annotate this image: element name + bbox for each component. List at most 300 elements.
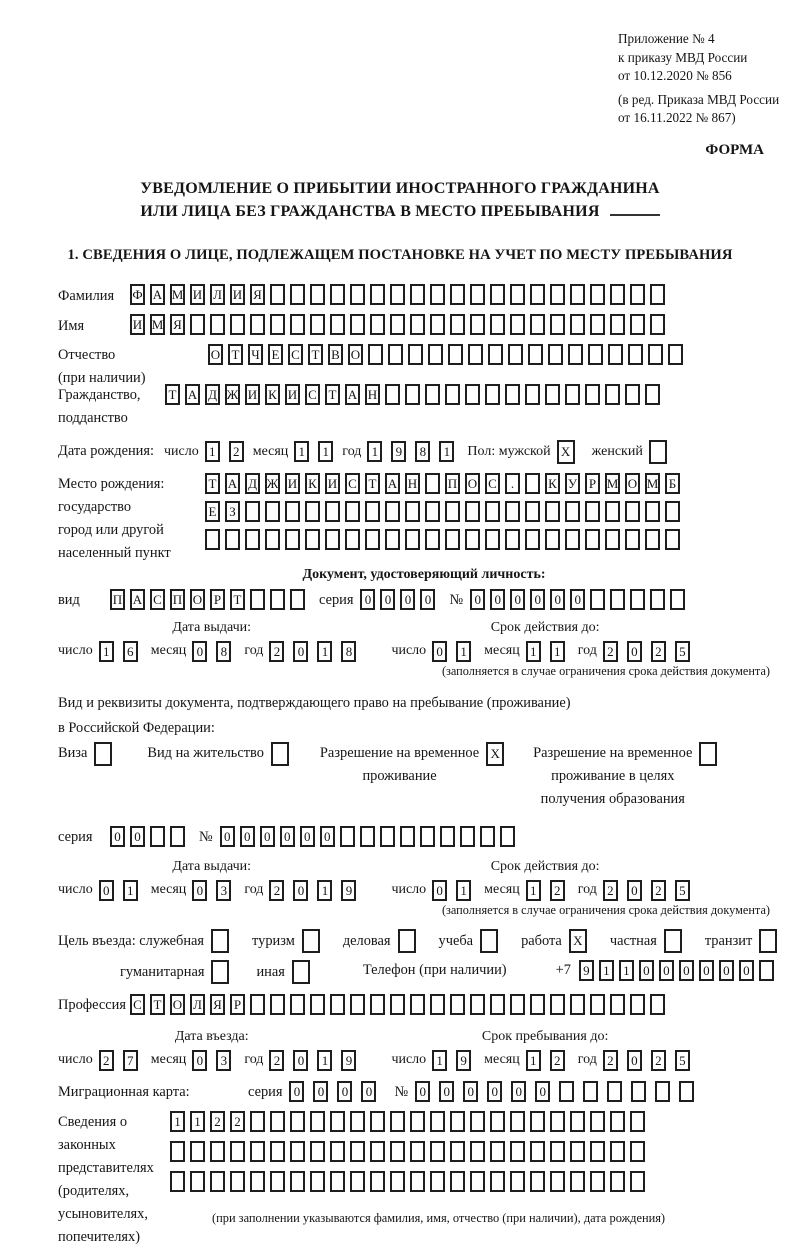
- char-box[interactable]: [330, 284, 345, 305]
- char-box[interactable]: [628, 344, 643, 365]
- char-box[interactable]: И: [285, 473, 300, 494]
- char-box[interactable]: [550, 284, 565, 305]
- char-box[interactable]: [450, 314, 465, 335]
- char-box[interactable]: 2: [269, 1050, 284, 1071]
- char-box[interactable]: И: [325, 473, 340, 494]
- char-box[interactable]: 0: [99, 880, 114, 901]
- char-box[interactable]: 3: [216, 1050, 231, 1071]
- char-box[interactable]: [648, 344, 663, 365]
- char-box[interactable]: С: [345, 473, 360, 494]
- char-box[interactable]: [290, 1111, 305, 1132]
- char-box[interactable]: [428, 344, 443, 365]
- checkbox[interactable]: [664, 929, 682, 953]
- char-box[interactable]: 0: [490, 589, 505, 610]
- char-box[interactable]: И: [230, 284, 245, 305]
- char-box[interactable]: Т: [308, 344, 323, 365]
- char-box[interactable]: 0: [360, 589, 375, 610]
- char-box[interactable]: [450, 1171, 465, 1192]
- char-box[interactable]: С: [485, 473, 500, 494]
- char-box[interactable]: [670, 589, 685, 610]
- char-box[interactable]: П: [110, 589, 125, 610]
- char-box[interactable]: 0: [530, 589, 545, 610]
- char-box[interactable]: 1: [99, 641, 114, 662]
- char-box[interactable]: 0: [293, 641, 308, 662]
- char-box[interactable]: [570, 1171, 585, 1192]
- char-box[interactable]: [410, 1141, 425, 1162]
- char-box[interactable]: [480, 826, 495, 847]
- char-box[interactable]: [305, 529, 320, 550]
- char-box[interactable]: [450, 284, 465, 305]
- char-box[interactable]: 0: [130, 826, 145, 847]
- char-box[interactable]: [590, 284, 605, 305]
- char-box[interactable]: [285, 501, 300, 522]
- char-box[interactable]: [250, 1111, 265, 1132]
- char-box[interactable]: [370, 1171, 385, 1192]
- char-box[interactable]: О: [465, 473, 480, 494]
- char-box[interactable]: [530, 994, 545, 1015]
- char-box[interactable]: 9: [456, 1050, 471, 1071]
- char-box[interactable]: [270, 1141, 285, 1162]
- char-box[interactable]: 1: [526, 880, 541, 901]
- char-box[interactable]: [385, 501, 400, 522]
- char-box[interactable]: [305, 501, 320, 522]
- char-box[interactable]: [525, 501, 540, 522]
- char-box[interactable]: [425, 529, 440, 550]
- char-box[interactable]: 1: [318, 441, 333, 462]
- char-box[interactable]: С: [150, 589, 165, 610]
- char-box[interactable]: [630, 994, 645, 1015]
- char-box[interactable]: [465, 529, 480, 550]
- char-box[interactable]: [310, 1171, 325, 1192]
- checkbox[interactable]: [649, 440, 667, 464]
- char-box[interactable]: [645, 384, 660, 405]
- char-box[interactable]: 1: [599, 960, 614, 981]
- char-box[interactable]: 1: [432, 1050, 447, 1071]
- char-box[interactable]: В: [328, 344, 343, 365]
- char-box[interactable]: [390, 314, 405, 335]
- char-box[interactable]: [665, 529, 680, 550]
- char-box[interactable]: 2: [603, 641, 618, 662]
- char-box[interactable]: [430, 1141, 445, 1162]
- char-box[interactable]: [630, 1111, 645, 1132]
- char-box[interactable]: [650, 994, 665, 1015]
- char-box[interactable]: [505, 529, 520, 550]
- char-box[interactable]: [445, 529, 460, 550]
- char-box[interactable]: 2: [229, 441, 244, 462]
- char-box[interactable]: 1: [550, 641, 565, 662]
- char-box[interactable]: Н: [365, 384, 380, 405]
- char-box[interactable]: [610, 1171, 625, 1192]
- char-box[interactable]: [205, 529, 220, 550]
- char-box[interactable]: 2: [651, 880, 666, 901]
- char-box[interactable]: [430, 1171, 445, 1192]
- char-box[interactable]: [650, 314, 665, 335]
- char-box[interactable]: [230, 1141, 245, 1162]
- char-box[interactable]: 0: [627, 1050, 642, 1071]
- char-box[interactable]: [270, 284, 285, 305]
- char-box[interactable]: [470, 1141, 485, 1162]
- char-box[interactable]: 0: [361, 1081, 376, 1102]
- char-box[interactable]: [425, 384, 440, 405]
- char-box[interactable]: [505, 384, 520, 405]
- char-box[interactable]: [570, 1111, 585, 1132]
- char-box[interactable]: [410, 1111, 425, 1132]
- char-box[interactable]: [488, 344, 503, 365]
- char-box[interactable]: 0: [110, 826, 125, 847]
- char-box[interactable]: [608, 344, 623, 365]
- char-box[interactable]: [655, 1081, 670, 1102]
- char-box[interactable]: 9: [341, 880, 356, 901]
- char-box[interactable]: О: [348, 344, 363, 365]
- char-box[interactable]: [150, 826, 165, 847]
- char-box[interactable]: 0: [699, 960, 714, 981]
- char-box[interactable]: 1: [123, 880, 138, 901]
- char-box[interactable]: [528, 344, 543, 365]
- char-box[interactable]: Е: [268, 344, 283, 365]
- char-box[interactable]: 2: [230, 1111, 245, 1132]
- char-box[interactable]: 2: [603, 880, 618, 901]
- char-box[interactable]: [665, 501, 680, 522]
- char-box[interactable]: [170, 1141, 185, 1162]
- char-box[interactable]: 0: [420, 589, 435, 610]
- char-box[interactable]: 1: [367, 441, 382, 462]
- char-box[interactable]: [385, 384, 400, 405]
- char-box[interactable]: Я: [170, 314, 185, 335]
- char-box[interactable]: [585, 529, 600, 550]
- char-box[interactable]: 0: [320, 826, 335, 847]
- char-box[interactable]: [390, 1111, 405, 1132]
- char-box[interactable]: [290, 1141, 305, 1162]
- char-box[interactable]: [445, 384, 460, 405]
- char-box[interactable]: 9: [341, 1050, 356, 1071]
- char-box[interactable]: [190, 314, 205, 335]
- checkbox[interactable]: [398, 929, 416, 953]
- char-box[interactable]: [360, 826, 375, 847]
- char-box[interactable]: Н: [405, 473, 420, 494]
- char-box[interactable]: Л: [210, 284, 225, 305]
- char-box[interactable]: [250, 314, 265, 335]
- char-box[interactable]: [630, 1171, 645, 1192]
- char-box[interactable]: [650, 589, 665, 610]
- char-box[interactable]: [650, 284, 665, 305]
- char-box[interactable]: Я: [250, 284, 265, 305]
- char-box[interactable]: 0: [510, 589, 525, 610]
- char-box[interactable]: 1: [190, 1111, 205, 1132]
- char-box[interactable]: [250, 1171, 265, 1192]
- char-box[interactable]: 0: [337, 1081, 352, 1102]
- char-box[interactable]: [350, 314, 365, 335]
- char-box[interactable]: [470, 994, 485, 1015]
- char-box[interactable]: [525, 473, 540, 494]
- char-box[interactable]: Я: [210, 994, 225, 1015]
- char-box[interactable]: [610, 589, 625, 610]
- char-box[interactable]: [430, 314, 445, 335]
- char-box[interactable]: [550, 994, 565, 1015]
- char-box[interactable]: 0: [380, 589, 395, 610]
- char-box[interactable]: Л: [190, 994, 205, 1015]
- char-box[interactable]: [310, 1141, 325, 1162]
- char-box[interactable]: [450, 994, 465, 1015]
- char-box[interactable]: 1: [456, 880, 471, 901]
- char-box[interactable]: [610, 1141, 625, 1162]
- char-box[interactable]: О: [170, 994, 185, 1015]
- char-box[interactable]: [330, 994, 345, 1015]
- char-box[interactable]: [610, 314, 625, 335]
- char-box[interactable]: [245, 529, 260, 550]
- char-box[interactable]: [610, 1111, 625, 1132]
- char-box[interactable]: [679, 1081, 694, 1102]
- char-box[interactable]: [290, 589, 305, 610]
- char-box[interactable]: 1: [170, 1111, 185, 1132]
- char-box[interactable]: [505, 501, 520, 522]
- char-box[interactable]: [270, 1171, 285, 1192]
- char-box[interactable]: [370, 314, 385, 335]
- char-box[interactable]: [190, 1171, 205, 1192]
- char-box[interactable]: [425, 473, 440, 494]
- char-box[interactable]: [525, 529, 540, 550]
- char-box[interactable]: [570, 994, 585, 1015]
- char-box[interactable]: [270, 994, 285, 1015]
- char-box[interactable]: [548, 344, 563, 365]
- char-box[interactable]: [590, 1141, 605, 1162]
- char-box[interactable]: [385, 529, 400, 550]
- char-box[interactable]: А: [225, 473, 240, 494]
- char-box[interactable]: [290, 994, 305, 1015]
- char-box[interactable]: [425, 501, 440, 522]
- char-box[interactable]: 0: [463, 1081, 478, 1102]
- char-box[interactable]: [485, 529, 500, 550]
- char-box[interactable]: 2: [651, 1050, 666, 1071]
- char-box[interactable]: [590, 314, 605, 335]
- char-box[interactable]: [225, 529, 240, 550]
- char-box[interactable]: А: [150, 284, 165, 305]
- char-box[interactable]: [405, 529, 420, 550]
- char-box[interactable]: А: [130, 589, 145, 610]
- char-box[interactable]: [270, 314, 285, 335]
- char-box[interactable]: [400, 826, 415, 847]
- char-box[interactable]: К: [545, 473, 560, 494]
- char-box[interactable]: 0: [439, 1081, 454, 1102]
- char-box[interactable]: 0: [719, 960, 734, 981]
- char-box[interactable]: 0: [659, 960, 674, 981]
- char-box[interactable]: [448, 344, 463, 365]
- char-box[interactable]: [350, 994, 365, 1015]
- char-box[interactable]: [510, 994, 525, 1015]
- char-box[interactable]: [290, 314, 305, 335]
- char-box[interactable]: [630, 284, 645, 305]
- checkbox[interactable]: [211, 960, 229, 984]
- char-box[interactable]: Т: [205, 473, 220, 494]
- char-box[interactable]: [405, 501, 420, 522]
- char-box[interactable]: 1: [456, 641, 471, 662]
- char-box[interactable]: [565, 501, 580, 522]
- char-box[interactable]: [410, 314, 425, 335]
- char-box[interactable]: 1: [294, 441, 309, 462]
- char-box[interactable]: [290, 284, 305, 305]
- char-box[interactable]: 0: [313, 1081, 328, 1102]
- char-box[interactable]: [170, 1171, 185, 1192]
- char-box[interactable]: [310, 284, 325, 305]
- char-box[interactable]: [631, 1081, 646, 1102]
- char-box[interactable]: [310, 314, 325, 335]
- char-box[interactable]: [450, 1141, 465, 1162]
- checkbox[interactable]: [699, 742, 717, 766]
- char-box[interactable]: .: [505, 473, 520, 494]
- char-box[interactable]: [325, 501, 340, 522]
- char-box[interactable]: 2: [99, 1050, 114, 1071]
- char-box[interactable]: [605, 529, 620, 550]
- char-box[interactable]: [370, 1111, 385, 1132]
- char-box[interactable]: [550, 1171, 565, 1192]
- char-box[interactable]: 0: [432, 641, 447, 662]
- char-box[interactable]: [390, 1141, 405, 1162]
- char-box[interactable]: [230, 1171, 245, 1192]
- char-box[interactable]: [270, 589, 285, 610]
- char-box[interactable]: М: [645, 473, 660, 494]
- char-box[interactable]: 0: [627, 880, 642, 901]
- char-box[interactable]: 0: [627, 641, 642, 662]
- char-box[interactable]: 0: [639, 960, 654, 981]
- char-box[interactable]: 0: [739, 960, 754, 981]
- char-box[interactable]: 0: [415, 1081, 430, 1102]
- char-box[interactable]: С: [305, 384, 320, 405]
- char-box[interactable]: [550, 1111, 565, 1132]
- char-box[interactable]: [410, 1171, 425, 1192]
- char-box[interactable]: [430, 994, 445, 1015]
- char-box[interactable]: [470, 314, 485, 335]
- char-box[interactable]: [325, 529, 340, 550]
- char-box[interactable]: [668, 344, 683, 365]
- char-box[interactable]: [550, 1141, 565, 1162]
- char-box[interactable]: [630, 1141, 645, 1162]
- char-box[interactable]: [310, 994, 325, 1015]
- char-box[interactable]: 0: [679, 960, 694, 981]
- char-box[interactable]: К: [265, 384, 280, 405]
- char-box[interactable]: [330, 1171, 345, 1192]
- char-box[interactable]: [610, 284, 625, 305]
- checkbox[interactable]: [302, 929, 320, 953]
- char-box[interactable]: [380, 826, 395, 847]
- char-box[interactable]: 2: [651, 641, 666, 662]
- char-box[interactable]: 8: [341, 641, 356, 662]
- char-box[interactable]: [350, 1141, 365, 1162]
- char-box[interactable]: [170, 826, 185, 847]
- char-box[interactable]: [330, 1141, 345, 1162]
- char-box[interactable]: [470, 284, 485, 305]
- char-box[interactable]: [625, 529, 640, 550]
- char-box[interactable]: 0: [240, 826, 255, 847]
- char-box[interactable]: [310, 1111, 325, 1132]
- char-box[interactable]: Д: [205, 384, 220, 405]
- char-box[interactable]: [559, 1081, 574, 1102]
- char-box[interactable]: [368, 344, 383, 365]
- char-box[interactable]: 1: [439, 441, 454, 462]
- char-box[interactable]: [460, 826, 475, 847]
- char-box[interactable]: [630, 314, 645, 335]
- char-box[interactable]: [265, 529, 280, 550]
- char-box[interactable]: Т: [228, 344, 243, 365]
- char-box[interactable]: [365, 529, 380, 550]
- char-box[interactable]: [605, 384, 620, 405]
- checkbox[interactable]: [292, 960, 310, 984]
- char-box[interactable]: [759, 960, 774, 981]
- char-box[interactable]: [583, 1081, 598, 1102]
- char-box[interactable]: 1: [619, 960, 634, 981]
- char-box[interactable]: [490, 314, 505, 335]
- char-box[interactable]: И: [130, 314, 145, 335]
- char-box[interactable]: [465, 501, 480, 522]
- char-box[interactable]: [350, 1171, 365, 1192]
- char-box[interactable]: [470, 1111, 485, 1132]
- char-box[interactable]: П: [170, 589, 185, 610]
- char-box[interactable]: [430, 284, 445, 305]
- char-box[interactable]: [508, 344, 523, 365]
- char-box[interactable]: [270, 1111, 285, 1132]
- char-box[interactable]: [510, 314, 525, 335]
- char-box[interactable]: [490, 284, 505, 305]
- char-box[interactable]: 3: [216, 880, 231, 901]
- char-box[interactable]: [500, 826, 515, 847]
- char-box[interactable]: [485, 501, 500, 522]
- char-box[interactable]: [525, 384, 540, 405]
- char-box[interactable]: [390, 284, 405, 305]
- char-box[interactable]: О: [625, 473, 640, 494]
- char-box[interactable]: [530, 1141, 545, 1162]
- char-box[interactable]: 0: [550, 589, 565, 610]
- char-box[interactable]: Ч: [248, 344, 263, 365]
- char-box[interactable]: З: [225, 501, 240, 522]
- char-box[interactable]: Ф: [130, 284, 145, 305]
- char-box[interactable]: 0: [280, 826, 295, 847]
- char-box[interactable]: [440, 826, 455, 847]
- char-box[interactable]: [590, 589, 605, 610]
- char-box[interactable]: 5: [675, 641, 690, 662]
- checkbox[interactable]: [94, 742, 112, 766]
- char-box[interactable]: И: [190, 284, 205, 305]
- char-box[interactable]: [530, 1111, 545, 1132]
- char-box[interactable]: [430, 1111, 445, 1132]
- char-box[interactable]: [590, 1171, 605, 1192]
- char-box[interactable]: 1: [526, 641, 541, 662]
- char-box[interactable]: [568, 344, 583, 365]
- char-box[interactable]: [570, 1141, 585, 1162]
- char-box[interactable]: Ж: [265, 473, 280, 494]
- char-box[interactable]: А: [345, 384, 360, 405]
- char-box[interactable]: [465, 384, 480, 405]
- char-box[interactable]: И: [245, 384, 260, 405]
- char-box[interactable]: 2: [269, 880, 284, 901]
- char-box[interactable]: [390, 994, 405, 1015]
- char-box[interactable]: 0: [300, 826, 315, 847]
- char-box[interactable]: [490, 1171, 505, 1192]
- char-box[interactable]: А: [185, 384, 200, 405]
- char-box[interactable]: Т: [325, 384, 340, 405]
- char-box[interactable]: [250, 994, 265, 1015]
- char-box[interactable]: Д: [245, 473, 260, 494]
- char-box[interactable]: [470, 1171, 485, 1192]
- char-box[interactable]: [510, 1171, 525, 1192]
- char-box[interactable]: [585, 501, 600, 522]
- char-box[interactable]: 1: [317, 1050, 332, 1071]
- char-box[interactable]: М: [170, 284, 185, 305]
- char-box[interactable]: [340, 826, 355, 847]
- char-box[interactable]: [490, 994, 505, 1015]
- char-box[interactable]: 2: [210, 1111, 225, 1132]
- char-box[interactable]: 8: [415, 441, 430, 462]
- char-box[interactable]: У: [565, 473, 580, 494]
- char-box[interactable]: 5: [675, 1050, 690, 1071]
- char-box[interactable]: С: [130, 994, 145, 1015]
